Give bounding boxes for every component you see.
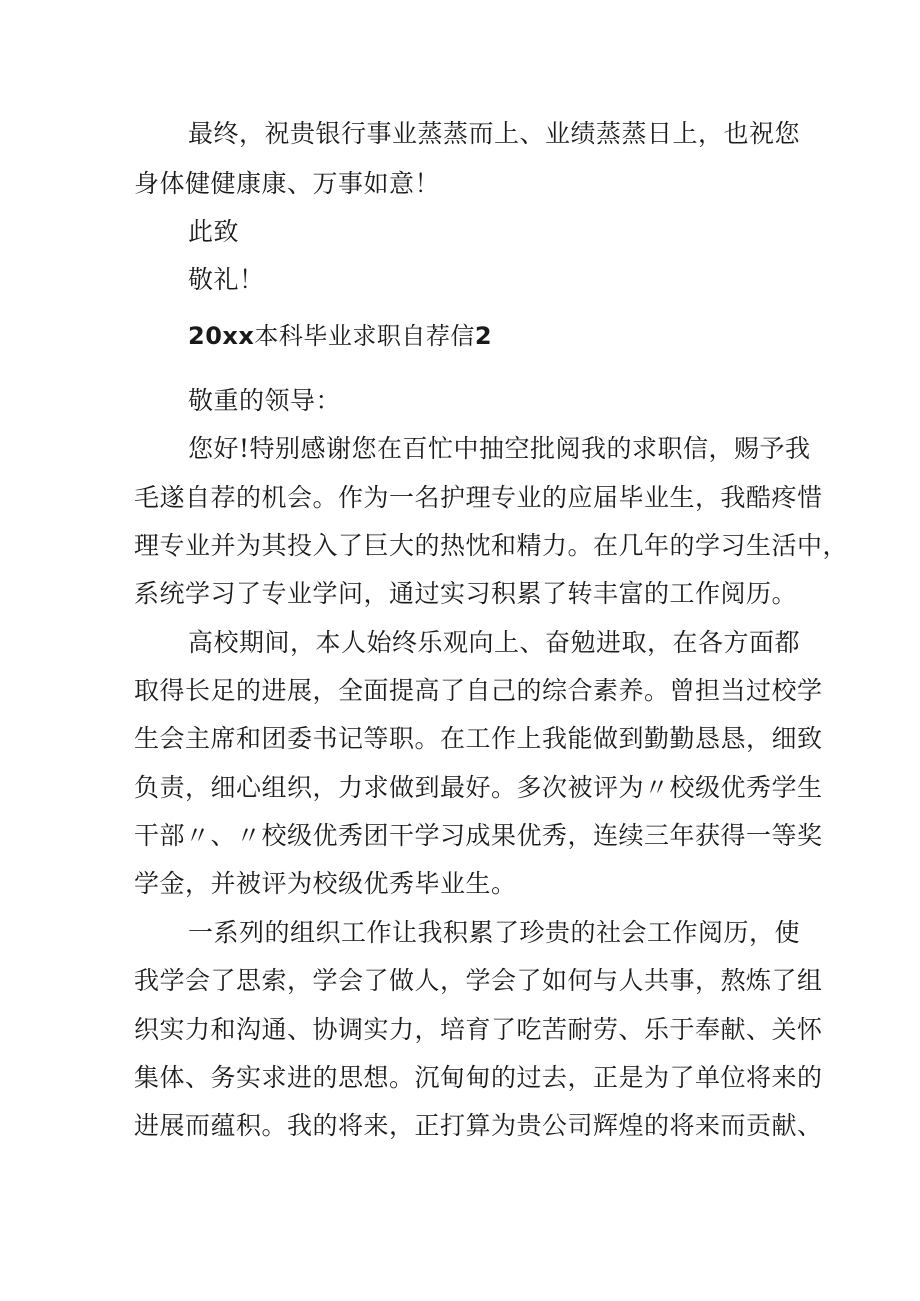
paragraph1-line: 理专业并为其投入了巨大的热忱和精力。在几年的学习生活中， [134, 531, 849, 560]
paragraph2-line: 取得长足的进展，全面提高了自己的综合素养。曾担当过校学 [134, 676, 823, 705]
regards: 敬礼！ [188, 265, 265, 294]
paragraph2-line: 生会主席和团委书记等职。在工作上我能做到勤勤恳恳，细致 [134, 724, 823, 753]
title-suffix: 2 [474, 322, 493, 350]
paragraph2-line: 干部〃、〃校级优秀团干学习成果优秀，连续三年获得一等奖 [134, 821, 823, 850]
paragraph1-line: 毛遂自荐的机会。作为一名护理专业的应届毕业生，我酷疼惜 [134, 483, 823, 512]
paragraph3-line: 进展而蕴积。我的将来，正打算为贵公司辉煌的将来而贡献、 [134, 1111, 823, 1140]
paragraph2-line: 高校期间，本人始终乐观向上、奋勉进取，在各方面都 [188, 628, 801, 657]
paragraph3-line: 一系列的组织工作让我积累了珍贵的社会工作阅历，使 [188, 918, 801, 947]
paragraph3-line: 织实力和沟通、协调实力，培育了吃苦耐劳、乐于奉献、关怀 [134, 1015, 823, 1044]
paragraph1-line: 系统学习了专业学问，通过实习积累了转丰富的工作阅历。 [134, 579, 798, 608]
paragraph2-line: 负责，细心组织，力求做到最好。多次被评为〃校级优秀学生 [134, 773, 823, 802]
closing-line-2: 身体健健康康、万事如意！ [134, 169, 441, 198]
greeting: 敬重的领导： [188, 386, 342, 415]
salutation: 此致 [188, 217, 240, 246]
title-prefix: 20xx [188, 322, 255, 350]
paragraph1-line: 您好!特别感谢您在百忙中抽空批阅我的求职信，赐予我 [188, 434, 811, 463]
paragraph3-line: 集体、务实求进的思想。沉甸甸的过去，正是为了单位将来的 [134, 1063, 823, 1092]
paragraph2-line: 学金，并被评为校级优秀毕业生。 [134, 869, 517, 898]
title-main: 本科毕业求职自荐信 [254, 322, 475, 350]
letter-title [188, 320, 492, 352]
closing-line-1: 最终，祝贵银行事业蒸蒸而上、业绩蒸蒸日上，也祝您 [188, 119, 801, 148]
paragraph3-line: 我学会了思索，学会了做人，学会了如何与人共事，熬炼了组 [134, 966, 823, 995]
